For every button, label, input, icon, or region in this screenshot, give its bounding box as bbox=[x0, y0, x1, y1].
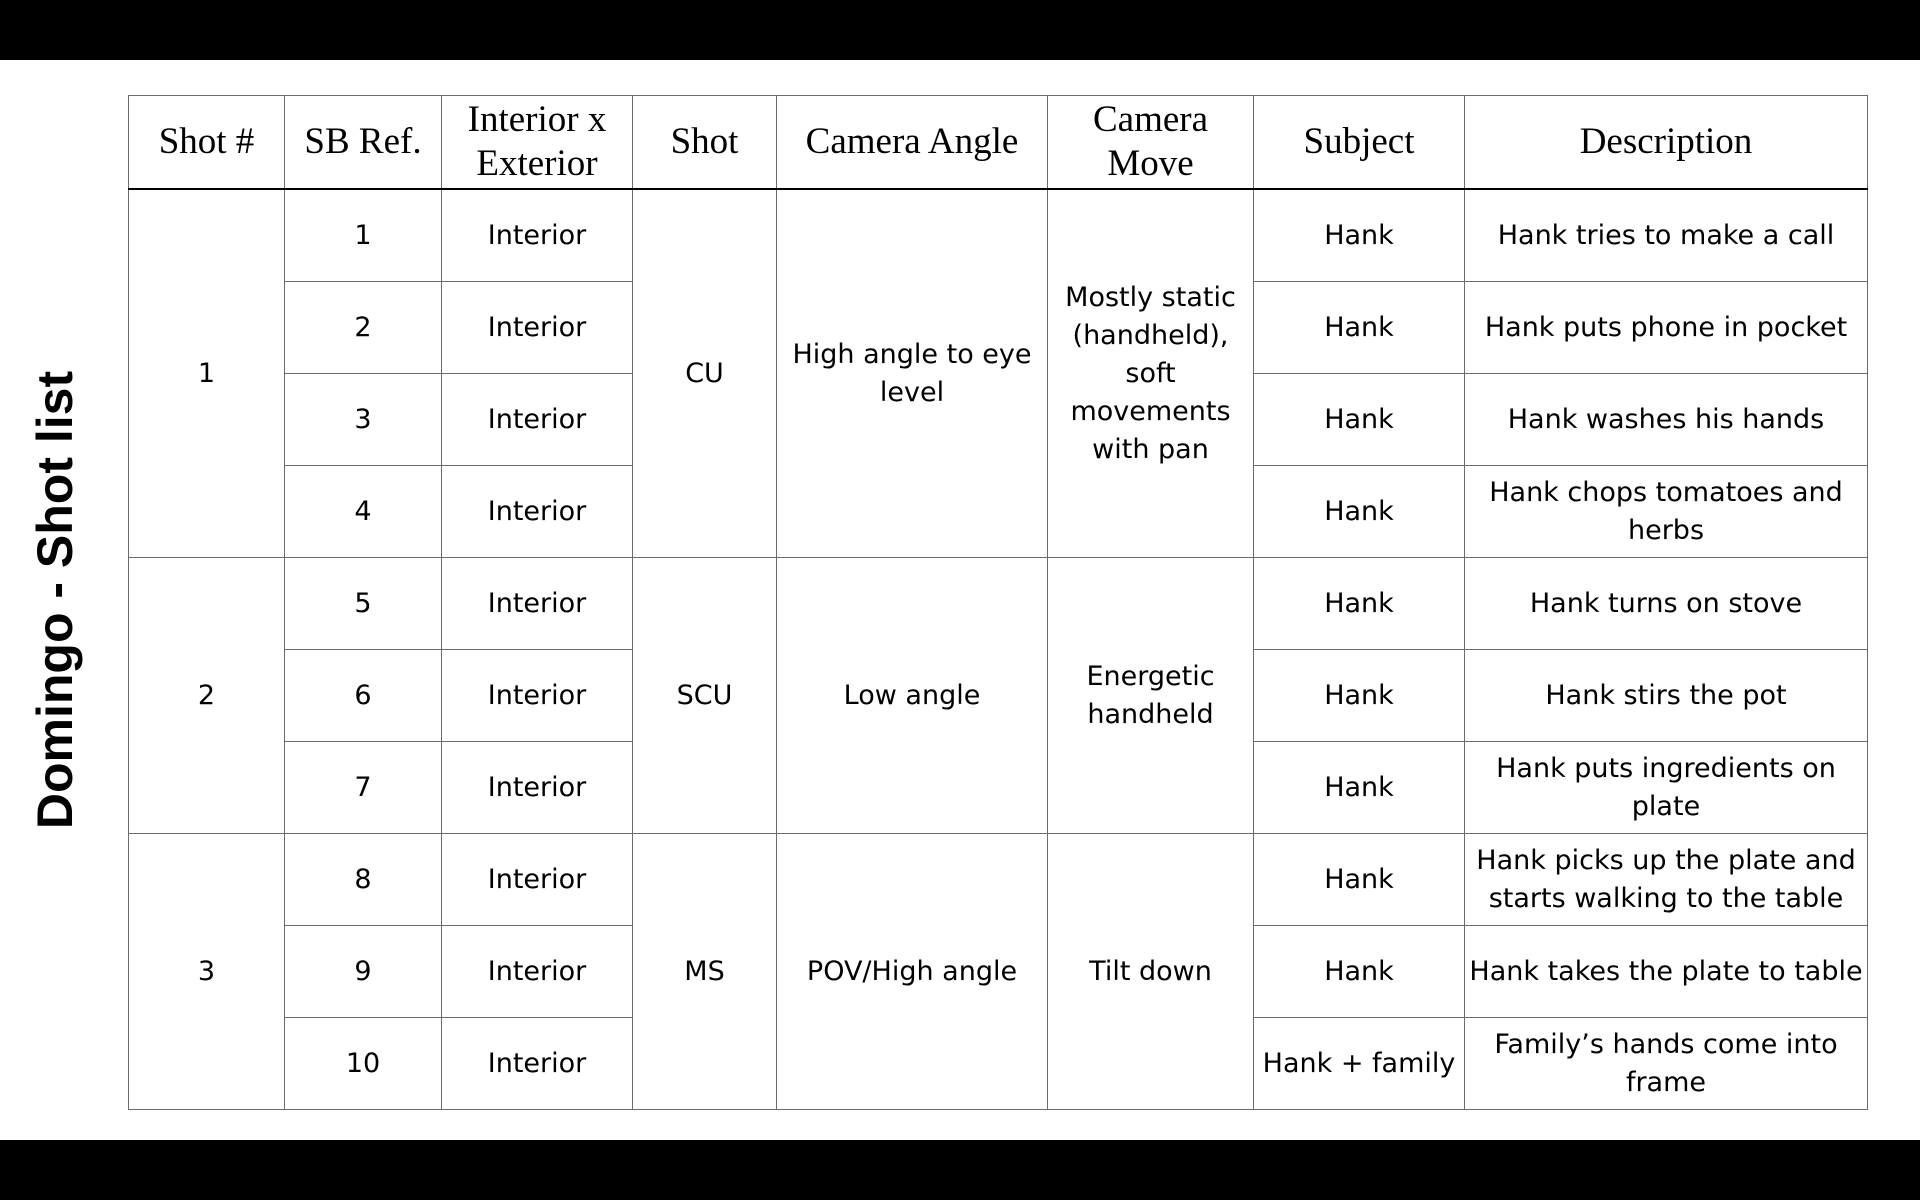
int-ext-cell: Interior bbox=[442, 1018, 633, 1110]
header-description: Description bbox=[1465, 96, 1868, 190]
subject-cell: Hank bbox=[1254, 558, 1465, 650]
description-cell: Hank puts ingredients on plate bbox=[1465, 742, 1868, 834]
sb-ref-cell: 2 bbox=[285, 282, 442, 374]
table-row bbox=[129, 834, 1868, 926]
table-row bbox=[129, 189, 1868, 282]
page-title: Domingo - Shot list bbox=[27, 370, 83, 830]
header-subject: Subject bbox=[1254, 96, 1465, 190]
int-ext-cell: Interior bbox=[442, 466, 633, 558]
subject-cell: Hank bbox=[1254, 834, 1465, 926]
table-row bbox=[129, 558, 1868, 650]
header-sb-ref: SB Ref. bbox=[285, 96, 442, 190]
description-cell: Hank washes his hands bbox=[1465, 374, 1868, 466]
title-area bbox=[0, 60, 110, 1140]
shot-number-cell: 2 bbox=[129, 558, 285, 834]
description-cell: Family’s hands come into frame bbox=[1465, 1018, 1868, 1110]
header-camera-angle: Camera Angle bbox=[777, 96, 1048, 190]
subject-cell: Hank bbox=[1254, 466, 1465, 558]
description-cell: Hank picks up the plate and starts walking to the table bbox=[1465, 834, 1868, 926]
camera-move-cell: Mostly static (handheld), soft movements with pan bbox=[1048, 189, 1254, 558]
subject-cell: Hank bbox=[1254, 374, 1465, 466]
int-ext-cell: Interior bbox=[442, 558, 633, 650]
header-shot: Shot bbox=[633, 96, 777, 190]
camera-angle-cell: High angle to eye level bbox=[777, 189, 1048, 558]
subject-cell: Hank bbox=[1254, 189, 1465, 282]
sb-ref-cell: 5 bbox=[285, 558, 442, 650]
shot-type-cell: SCU bbox=[633, 558, 777, 834]
sb-ref-cell: 6 bbox=[285, 650, 442, 742]
subject-cell: Hank + family bbox=[1254, 1018, 1465, 1110]
int-ext-cell: Interior bbox=[442, 650, 633, 742]
shot-number-cell: 3 bbox=[129, 834, 285, 1110]
camera-move-cell: Energetic handheld bbox=[1048, 558, 1254, 834]
int-ext-cell: Interior bbox=[442, 374, 633, 466]
camera-move-cell: Tilt down bbox=[1048, 834, 1254, 1110]
camera-angle-cell: POV/High angle bbox=[777, 834, 1048, 1110]
subject-cell: Hank bbox=[1254, 650, 1465, 742]
sb-ref-cell: 9 bbox=[285, 926, 442, 1018]
shot-type-cell: CU bbox=[633, 189, 777, 558]
subject-cell: Hank bbox=[1254, 282, 1465, 374]
shot-type-cell: MS bbox=[633, 834, 777, 1110]
int-ext-cell: Interior bbox=[442, 742, 633, 834]
sb-ref-cell: 7 bbox=[285, 742, 442, 834]
header-row bbox=[129, 96, 1868, 190]
shot-number-cell: 1 bbox=[129, 189, 285, 558]
description-cell: Hank tries to make a call bbox=[1465, 189, 1868, 282]
description-cell: Hank chops tomatoes and herbs bbox=[1465, 466, 1868, 558]
description-cell: Hank puts phone in pocket bbox=[1465, 282, 1868, 374]
header-shot-number: Shot # bbox=[129, 96, 285, 190]
shot-list-table bbox=[128, 95, 1868, 1110]
sb-ref-cell: 1 bbox=[285, 189, 442, 282]
int-ext-cell: Interior bbox=[442, 189, 633, 282]
sb-ref-cell: 10 bbox=[285, 1018, 442, 1110]
int-ext-cell: Interior bbox=[442, 282, 633, 374]
header-camera-move: Camera Move bbox=[1048, 96, 1254, 190]
int-ext-cell: Interior bbox=[442, 926, 633, 1018]
description-cell: Hank turns on stove bbox=[1465, 558, 1868, 650]
sb-ref-cell: 4 bbox=[285, 466, 442, 558]
sb-ref-cell: 3 bbox=[285, 374, 442, 466]
subject-cell: Hank bbox=[1254, 926, 1465, 1018]
slide bbox=[0, 60, 1920, 1140]
camera-angle-cell: Low angle bbox=[777, 558, 1048, 834]
header-interior-exterior: Interior x Exterior bbox=[442, 96, 633, 190]
sb-ref-cell: 8 bbox=[285, 834, 442, 926]
description-cell: Hank stirs the pot bbox=[1465, 650, 1868, 742]
description-cell: Hank takes the plate to table bbox=[1465, 926, 1868, 1018]
subject-cell: Hank bbox=[1254, 742, 1465, 834]
int-ext-cell: Interior bbox=[442, 834, 633, 926]
